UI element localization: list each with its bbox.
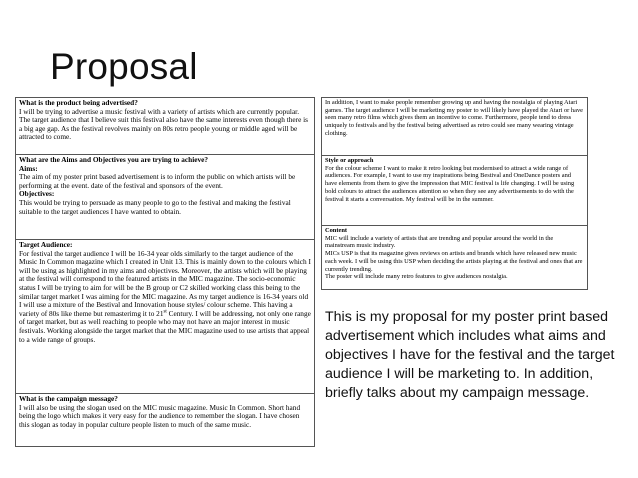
- objectives-text: This would be trying to persuade as many people to go to the festival and making the festival suitable to the target audiences I have wanted to obtain.: [19, 197, 291, 216]
- campaign-text: I will also be using the slogan used on the MIC music magazine. Music In Common. Short hand being the logo which makes it very easy for the audience to remember the slogan. I have chosen this slogan as today in popular culture people listen to much of the same music.: [19, 402, 301, 429]
- audience-cell: [16, 239, 314, 393]
- content-text-1: MIC will include a variety of artists that are trending and popular around the world in the mainstream music industry.: [325, 234, 554, 250]
- campaign-heading: What is the campaign message?: [19, 394, 118, 403]
- slide-caption: This is my proposal for my poster print based advertisement which includes what aims and objectives I have for the festival and the target audience I will be marketing to. In addition, briefly talks about my campaign message.: [325, 309, 615, 401]
- content-heading: Content: [325, 227, 348, 234]
- audience-text: [19, 250, 311, 345]
- content-text-3: The poster will include many retro features to give audiences nostalgia.: [325, 273, 508, 281]
- aims-label: Aims:: [19, 163, 38, 173]
- content-text-2: MICs USP is that its magazine gives reviews on artists and brands which have released new music each week. I will be using this USP when deciding the artists playing at the festival and ones that are currently trending.: [325, 250, 583, 273]
- style-cell: [322, 155, 587, 225]
- style-text: For the colour scheme I want to make it retro looking but modernised to attract a wide range of audiences. For example, I want to use my inspirations being Bestival and OneDance posters and have elements from them to give the impression that MIC festival is life changing. I will be using bold colours to attract the audiences attention so when they see any advertisements to do with the festival it starts a conversation. My festival will be in the summer.: [325, 164, 575, 203]
- audience-text-part1: For festival the target audience I will be 16-34 year olds similarly to the target audience of the Music In Common magazine which I created in Unit 13. This is mainly down to the colours which I will be using as highlighted in my aims and objectives. Moreover, the artists which will be playing at the festival will correspond to the featured artists in the MIC magazine. The socio-economic status I will be trying to aim for will be the B group or C2 skilled working class this being to the similar target market I was aiming for the MIC magazine. As my target audience is 16-34 years old I will use a mixture of the Bestival and Innovation house styles/ colour scheme. This having a variety of 80s like theme but remasterimg it to 21: [19, 248, 311, 318]
- product-text: I will be trying to advertise a music festival with a variety of artists which are currently popular. The target audience that I believe suit this festival also have the same interests even though there is a big age gap. As the festival revolves mainly on 80s retro people young or middle aged will be attracted to come.: [19, 106, 309, 142]
- proposal-table-left: [15, 97, 315, 447]
- intro-cell: [322, 98, 587, 155]
- product-heading: What is the product being advertised?: [19, 98, 138, 107]
- slide-title: Proposal: [50, 46, 198, 87]
- intro-text: In addition, I want to make people remember growing up and having the nostalgia of playing Atari games. The target audience I will be marketing my poster to will likely have played the Atari or have seen many retro films which gives them an incentive to come. Furthermore, people tend to dress uniquely to festivals and by the festival being advertised as retro could see many wearing vintage clothing.: [325, 99, 583, 137]
- audience-heading: Target Audience:: [19, 240, 73, 249]
- proposal-table-right: [321, 97, 588, 290]
- audience-text-part2: Century. I will be addressing, not only one range of target market, but as well reaching to people who may not have an major interest in music festivals. Working alongside the target market that the MIC magazine used to use artists that appeal to a wide range of groups.: [19, 308, 311, 344]
- campaign-cell: [16, 393, 314, 447]
- aims-heading: What are the Aims and Objectives you are trying to achieve?: [19, 155, 209, 164]
- aims-cell: [16, 154, 314, 239]
- aims-text: The aim of my poster print based advertisement is to inform the public on which artists will be performing at the event. date of the festival and sponsors of the event.: [19, 172, 296, 190]
- audience-sup: st: [163, 309, 167, 315]
- product-cell: [16, 98, 314, 154]
- objectives-label: Objectives:: [19, 189, 55, 199]
- content-cell: [322, 225, 587, 290]
- style-heading: Style or approach: [325, 157, 374, 164]
